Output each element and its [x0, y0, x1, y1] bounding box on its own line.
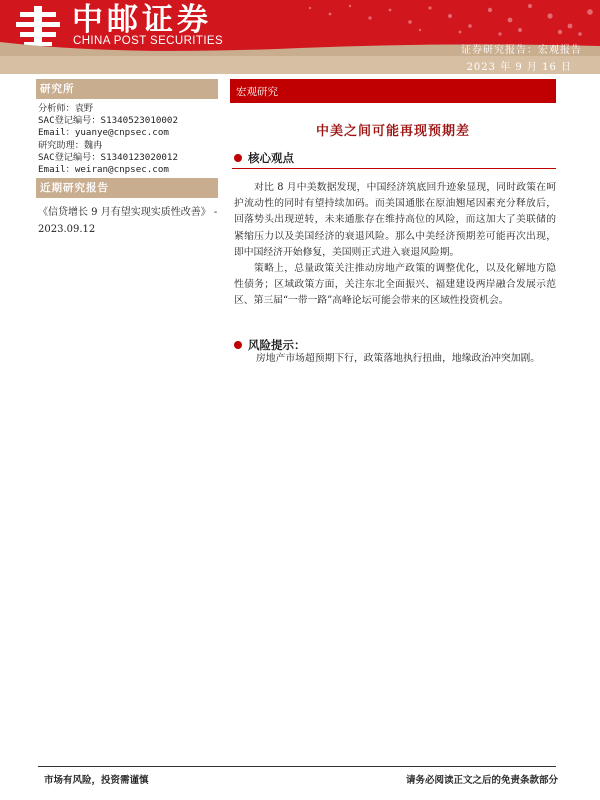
brand-name-en: CHINA POST SECURITIES	[73, 35, 224, 47]
footer-divider	[38, 766, 556, 767]
analyst-line: 研究助理：魏冉	[38, 139, 103, 151]
heading-underline	[232, 168, 556, 169]
related-report-item[interactable]: 《信贷增长 9 月有望实现实质性改善》 - 2023.09.12	[38, 207, 218, 235]
research-institute-heading: 研究所	[36, 79, 218, 99]
analyst-line: SAC登记编号：S1340523010002	[38, 115, 178, 127]
analyst-email[interactable]: Email：weiran@cnpsec.com	[38, 164, 169, 176]
risk-heading: 风险提示：	[248, 338, 306, 352]
risk-text: 房地产市场超预期下行，政策落地执行扭曲，地缘政治冲突加剧。	[256, 353, 541, 364]
footer-disclaimer-note: 请务必阅读正文之后的免责条款部分	[405, 775, 558, 786]
report-date: 2023 年 9 月 16 日	[466, 62, 572, 73]
analyst-line: SAC登记编号：S1340123020012	[38, 151, 178, 163]
footer-risk-note: 市场有风险，投资需谨慎	[44, 775, 149, 786]
brand-name-cn: 中邮证券	[72, 2, 212, 38]
analyst-email[interactable]: Email：yuanye@cnpsec.com	[38, 127, 169, 139]
section-label: 宏观研究	[236, 86, 278, 98]
core-paragraph: 对比 8 月中美数据发现，中国经济筑底回升迹象显现，同时政策在呵护流动性的同时有望持续加码。而美国通胀在原油翘尾因素充分释放后，回落势头出现逆转，未来通胀存在维持高位的风险，而这加大了美联储的紧缩压力以及美国经济的衰退风险。那么中美经济预期差可能再次出现，即中国经济开始修复，美国则正式进入衰退风险期。	[234, 182, 556, 258]
report-type-label: 证券研究报告：宏观报告	[461, 45, 582, 56]
recent-reports-heading: 近期研究报告	[36, 178, 218, 198]
core-paragraph: 策略上，总量政策关注推动房地产政策的调整优化，以及化解地方隐性债务；区域政策方面，关注东北全面振兴、福建建设两岸融合发展示范区、第三届“一带一路”高峰论坛可能会带来的区域性投资机会。	[234, 263, 556, 307]
report-title: 中美之间可能再现预期差	[315, 124, 470, 139]
bullet-icon	[234, 341, 242, 349]
core-view-heading: 核心观点	[248, 151, 294, 165]
bullet-icon	[234, 154, 242, 162]
analyst-info	[38, 103, 220, 176]
section-header-bar	[230, 79, 556, 103]
analyst-line: 分析师：袁野	[38, 103, 94, 114]
